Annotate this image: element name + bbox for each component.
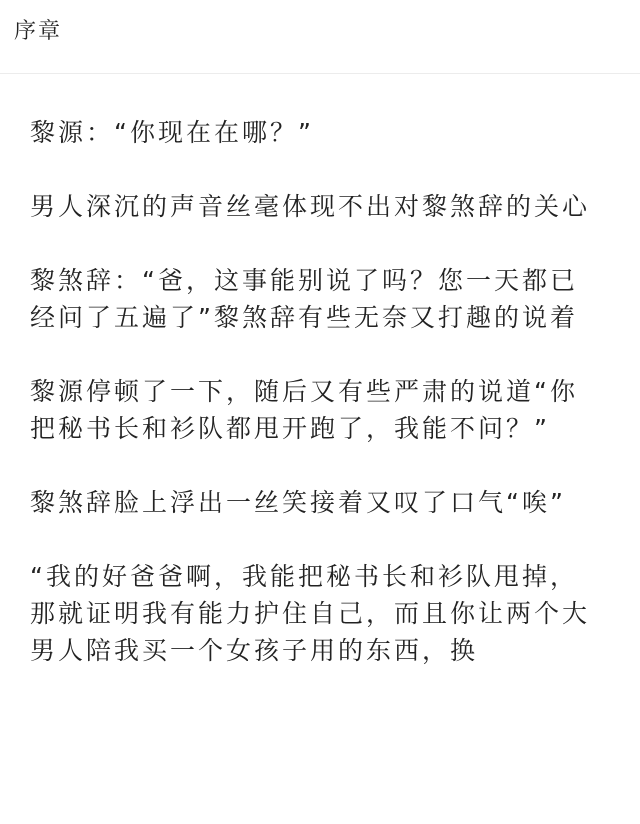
chapter-header <box>0 0 640 74</box>
paragraph: 黎源：“你现在在哪？” <box>30 118 314 147</box>
paragraph: 黎源停顿了一下，随后又有些严肃的说道“你把秘书长和衫队都甩开跑了，我能不问？” <box>30 377 578 443</box>
chapter-title: 序章 <box>14 19 63 44</box>
paragraph: 黎煞辞脸上浮出一丝笑接着又叹了口气“唉” <box>30 488 566 517</box>
paragraph: 男人深沉的声音丝毫体现不出对黎煞辞的关心 <box>30 192 591 221</box>
paragraph: 黎煞辞：“爸，这事能别说了吗？您一天都已经问了五遍了”黎煞辞有些无奈又打趣的说着 <box>30 266 578 332</box>
paragraph: “我的好爸爸啊，我能把秘书长和衫队甩掉，那就证明我有能力护住自己，而且你让两个大男人陪我买一个女孩子用的东西，换 <box>30 562 591 665</box>
article-body <box>30 114 602 706</box>
